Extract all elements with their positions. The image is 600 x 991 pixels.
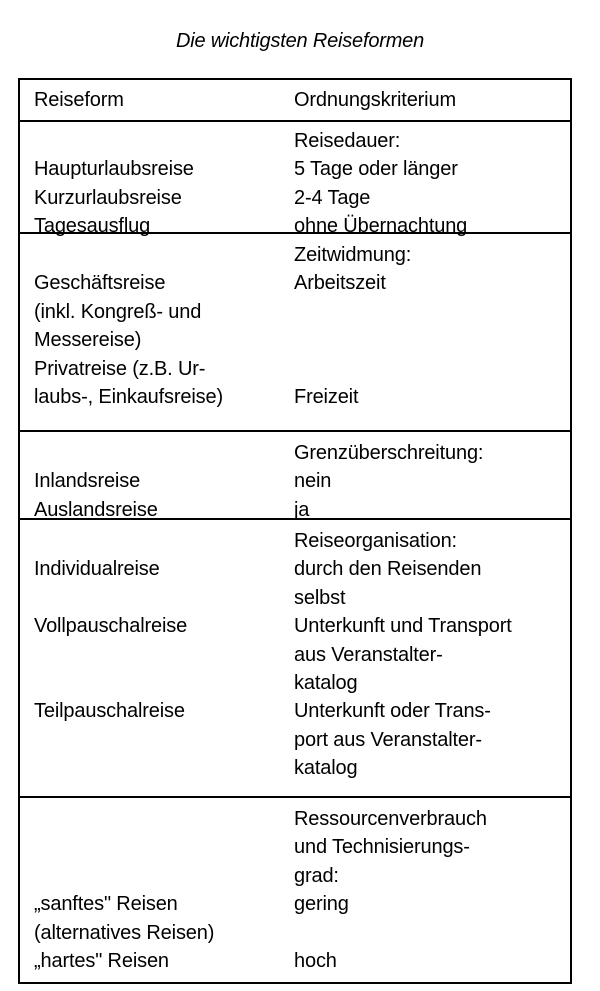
left-line: Teilpauschalreise	[34, 700, 185, 723]
section-reiseorganisation	[20, 520, 570, 798]
section-left-column	[34, 241, 223, 411]
right-line: 2-4 Tage	[294, 186, 371, 209]
section-right-column	[294, 439, 483, 524]
right-line	[294, 919, 487, 947]
page-title: Die wichtigsten Reiseformen	[175, 30, 425, 52]
section-right-column	[294, 805, 487, 975]
left-line: Kurzurlaubsreise	[34, 186, 182, 209]
right-line: und Technisierungs-	[294, 836, 470, 859]
right-line: aus Veranstalter-	[294, 643, 443, 666]
left-line: Geschäftsreise	[34, 272, 166, 295]
left-line	[34, 669, 187, 697]
left-line: (alternatives Reisen)	[34, 921, 215, 944]
right-line	[294, 298, 411, 326]
right-line: selbst	[294, 586, 346, 609]
section-right-column	[294, 527, 512, 783]
left-line: Auslandsreise	[34, 498, 158, 521]
left-line	[34, 862, 214, 890]
left-line	[34, 527, 187, 555]
right-line: katalog	[294, 757, 358, 780]
section-left-column	[34, 439, 158, 524]
right-line	[294, 326, 411, 354]
right-line: durch den Reisenden	[294, 558, 482, 581]
left-line: Messereise)	[34, 329, 142, 352]
criterion-label: Reiseorganisation:	[294, 530, 457, 552]
right-line: port aus Veranstalter-	[294, 728, 482, 751]
left-line: Privatreise (z.B. Ur-	[34, 357, 206, 380]
left-line: (inkl. Kongreß- und	[34, 300, 202, 323]
left-line	[34, 584, 187, 612]
left-line: Inlandsreise	[34, 470, 141, 493]
travel-forms-table	[18, 78, 572, 984]
right-line: katalog	[294, 671, 358, 694]
right-line	[294, 355, 411, 383]
left-line	[34, 641, 187, 669]
right-line: hoch	[294, 949, 337, 972]
header-ordnungskriterium: Ordnungskriterium	[294, 89, 456, 111]
section-right-column	[294, 127, 467, 241]
criterion-label: Ressourcenverbrauch	[294, 808, 487, 830]
right-line: ja	[294, 498, 310, 521]
left-line: Tagesausflug	[34, 215, 151, 238]
section-left-column	[34, 805, 214, 975]
left-line: Vollpauschalreise	[34, 615, 188, 638]
right-line: Unterkunft oder Trans-	[294, 700, 491, 723]
section-zeitwidmung	[20, 234, 570, 432]
section-ressourcenverbrauch	[20, 798, 570, 984]
left-line	[34, 805, 214, 833]
section-grenzueberschreitung	[20, 432, 570, 520]
criterion-label: Zeitwidmung:	[294, 244, 412, 266]
criterion-label: Reisedauer:	[294, 130, 401, 152]
right-line: Freizeit	[294, 385, 359, 408]
left-line: Individualreise	[34, 558, 160, 581]
left-line: Haupturlaubsreise	[34, 158, 194, 181]
left-line: „hartes" Reisen	[34, 949, 169, 972]
left-line: laubs-, Einkaufsreise)	[34, 385, 224, 408]
section-right-column	[294, 241, 411, 411]
right-line: grad:	[294, 864, 339, 887]
right-line: Unterkunft und Transport	[294, 615, 512, 638]
left-line	[34, 726, 187, 754]
left-line	[34, 754, 187, 782]
left-line	[34, 833, 214, 861]
criterion-label: Grenzüberschreitung:	[294, 442, 484, 464]
left-line: „sanftes" Reisen	[34, 893, 178, 916]
right-line: Arbeitszeit	[294, 272, 386, 295]
right-line: gering	[294, 893, 349, 916]
right-line: 5 Tage oder länger	[294, 158, 458, 181]
left-line	[34, 127, 194, 155]
right-line: ohne Übernachtung	[294, 215, 468, 238]
right-line: nein	[294, 470, 332, 493]
section-left-column	[34, 127, 194, 241]
left-line	[34, 439, 158, 467]
section-reisedauer	[20, 120, 570, 238]
section-left-column	[34, 527, 187, 783]
left-line	[34, 241, 223, 269]
table-header	[20, 80, 570, 122]
header-reiseform: Reiseform	[34, 89, 124, 111]
